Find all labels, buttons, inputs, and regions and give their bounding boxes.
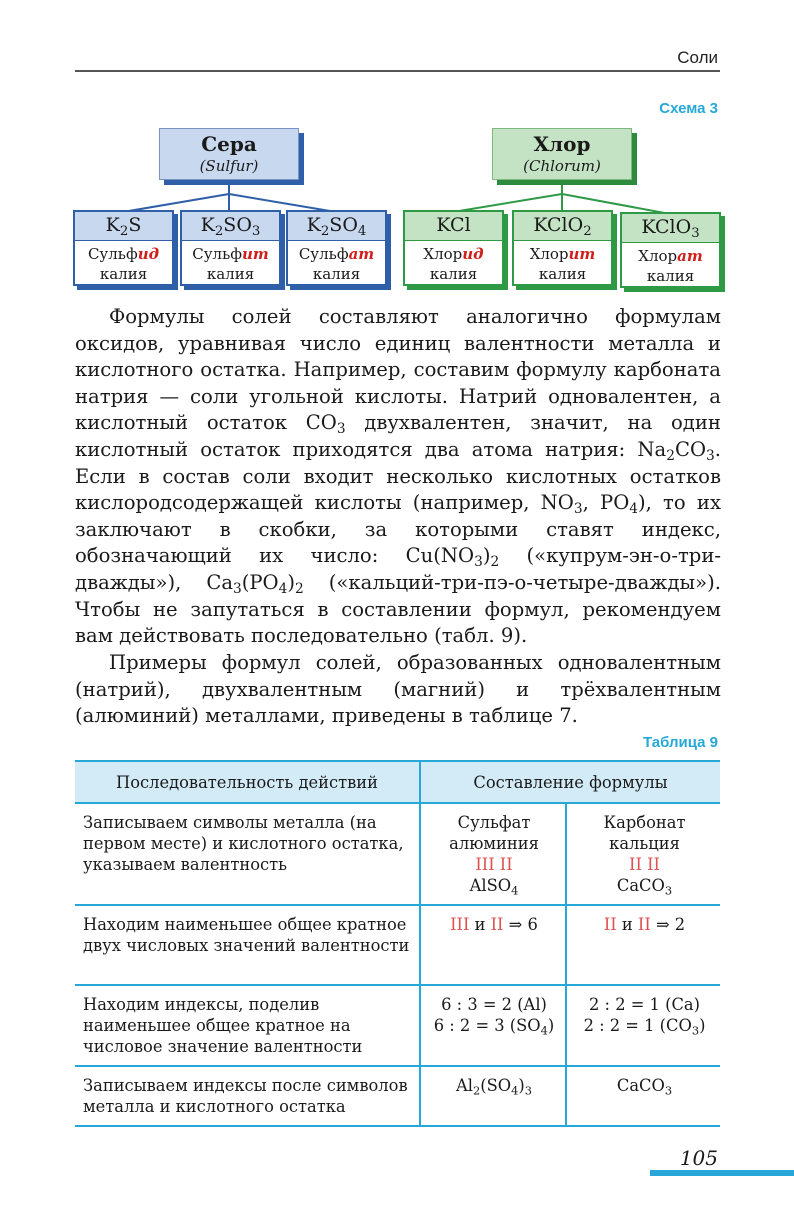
element-name: Хлор (533, 132, 591, 156)
salt-formula: $K_2S$ (75, 212, 172, 241)
salt-formula: KClO$_2$ (514, 212, 611, 241)
element-box-chlorine (492, 128, 632, 180)
table-row (75, 803, 720, 905)
table-label: Таблица 9 (642, 734, 718, 751)
formula-cell: 2 : 2 = 1 (Ca) 2 : 2 = 1 $(CO_3)$ (566, 985, 720, 1066)
step-cell: Записываем символы металла (на первом месте) и кислотного остатка, указываем валентность (75, 803, 420, 905)
salt-name: Хлорид калия (423, 245, 484, 283)
salt-formula: $K_2SO_4$ (288, 212, 385, 241)
formula-cell: Сульфат алюминия III II AlSO$_4$ (420, 803, 566, 905)
body-paragraph-1: Формулы солей составляют аналогично формулам оксидов, уравнивая число единиц валентности металла и кислотного остатка. Например, составим формулу карбоната натрия — соли угольной кислоты. Натрий одновалентен, а кислотный остаток $CO_3$ двухвалентен, значит, на один кислотный остаток приходятся два атома натрия: $Na_2CO_3$. Если в состав соли входит несколько кислотных остатков кислородсодержащей кислоты (например, $NO_3$, $PO_4$), то их заключают в скобки, за которыми ставят индекс, обозначающий их число: $Cu(NO_3)_2$ («купрум-эн-о-три-дважды»), $Ca_3(PO_4)_2$ («кальций-три-пэ-о-четыре-дважды»). Чтобы не запутаться в составлении формул, рекомендуем вам действовать последовательно (табл. 9). (75, 305, 722, 648)
salt-name: Хлорит калия (529, 245, 596, 283)
formula-cell: Карбонат кальция II II CaCO$_3$ (566, 803, 720, 905)
salt-box-kclo2 (512, 210, 613, 286)
salt-box-k2so3 (180, 210, 281, 286)
salt-box-k2s (73, 210, 174, 286)
running-header: Соли (677, 48, 718, 67)
salt-formula: $K_2SO_3$ (182, 212, 279, 241)
table-row (75, 985, 720, 1066)
steps-table (75, 760, 720, 1127)
step-cell: Записываем индексы после символов металла и кислотного остатка (75, 1066, 420, 1126)
body-paragraph-2: Примеры формул солей, образованных одновалентным (натрий), двухвалентным (магний) и трёхвалентным (алюминий) металлами, приведены в таблице 7. (75, 651, 721, 728)
formula-cell: 6 : 3 = 2 (Al) 6 : 2 = 3 $(SO_4)$ (420, 985, 566, 1066)
step-cell: Находим индексы, поделив наименьшее общее кратное на числовое значение валентности (75, 985, 420, 1066)
element-box-sulfur (159, 128, 299, 180)
salt-name: Сульфит калия (192, 245, 269, 283)
salt-formula: KClO$_3$ (622, 214, 719, 243)
formula-cell: III и II ⇒ 6 (420, 905, 566, 985)
table-header-cell: Последовательность действий (75, 761, 420, 803)
formula-cell: CaCO$_3$ (566, 1066, 720, 1126)
salt-box-kclo3 (620, 212, 721, 288)
element-latin-name: (Sulfur) (199, 157, 259, 175)
salt-name: Хлорат калия (638, 247, 703, 285)
table-row (75, 905, 720, 985)
table-header-row (75, 761, 720, 803)
salt-box-k2so4 (286, 210, 387, 286)
salt-name: Сульфид калия (87, 245, 160, 283)
table-header-cell: Составление формулы (420, 761, 720, 803)
step-cell: Находим наименьшее общее кратное двух числовых значений валентности (75, 905, 420, 985)
footer-accent-bar (650, 1170, 794, 1176)
scheme-label: Схема 3 (659, 100, 718, 117)
formula-cell: $Al_2(SO_4)_3$ (420, 1066, 566, 1126)
salt-formula: KCl (405, 212, 502, 241)
salt-name: Сульфат калия (298, 245, 375, 283)
element-name: Сера (201, 132, 257, 156)
formula-cell: II и II ⇒ 2 (566, 905, 720, 985)
salt-box-kcl (403, 210, 504, 286)
page-number: 105 (679, 1146, 718, 1170)
table-row (75, 1066, 720, 1126)
element-latin-name: (Chlorum) (523, 157, 601, 175)
